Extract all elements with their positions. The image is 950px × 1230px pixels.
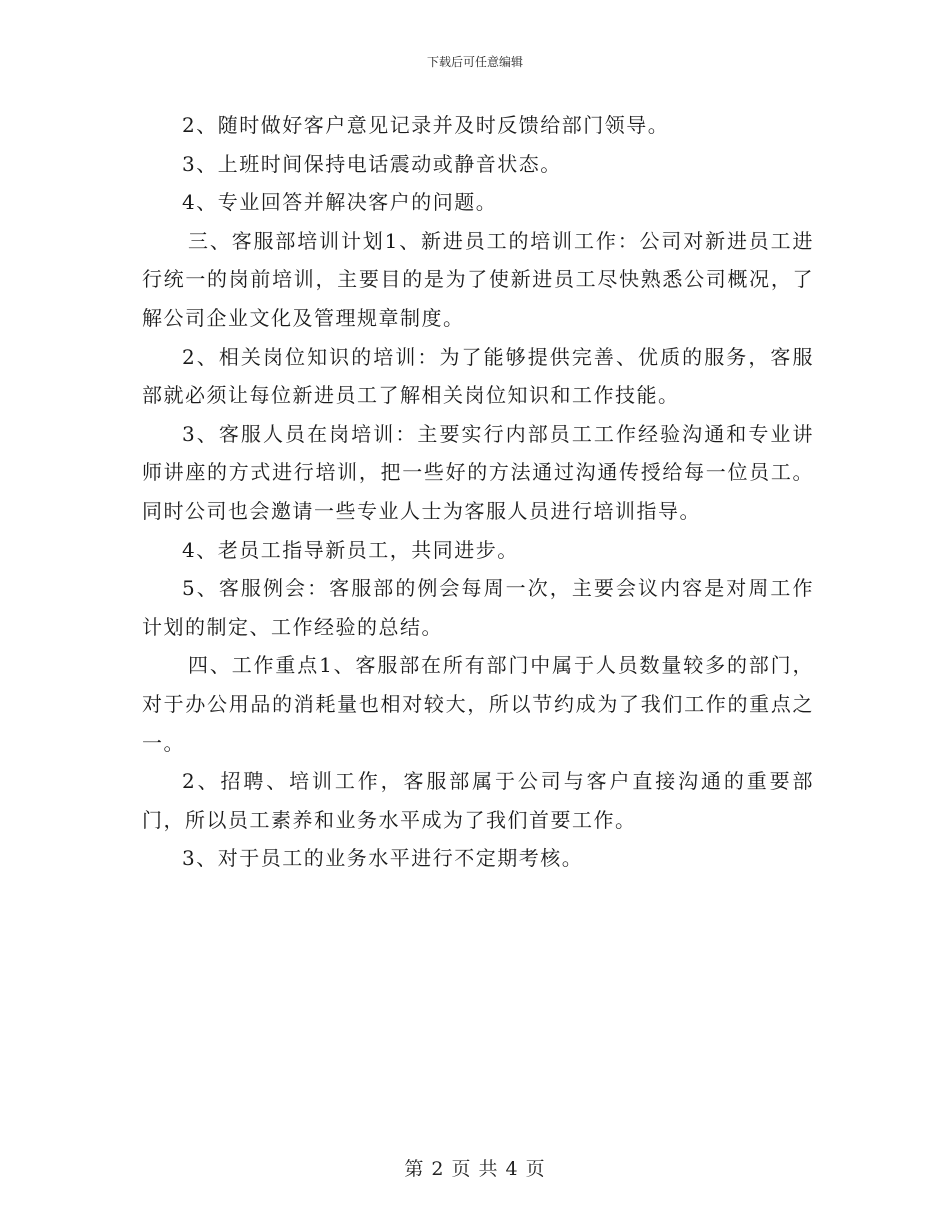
paragraph: 2、招聘、培训工作，客服部属于公司与客户直接沟通的重要部门，所以员工素养和业务水平成为了我们首要工作。: [142, 769, 814, 832]
paragraph: 3、对于员工的业务水平进行不定期考核。: [182, 846, 584, 871]
paragraph: 2、随时做好客户意见记录并及时反馈给部门领导。: [182, 113, 670, 137]
section-heading-paragraph: 四、工作重点1、客服部在所有部门中属于人员数量较多的部门，对于办公用品的消耗量也相对较大，所以节约成为了我们工作的重点之一。: [142, 653, 814, 755]
section-heading-paragraph: 三、客服部培训计划1、新进员工的培训工作：公司对新进员工进行统一的岗前培训，主要目的是为了使新进员工尽快熟悉公司概况，了解公司企业文化及管理规章制度。: [142, 228, 814, 330]
paragraph: 2、相关岗位知识的培训：为了能够提供完善、优质的服务，客服部就必须让每位新进员工了解相关岗位知识和工作技能。: [142, 344, 814, 408]
paragraph: 4、老员工指导新员工，共同进步。: [182, 537, 519, 562]
paragraph: 5、客服例会：客服部的例会每周一次，主要会议内容是对周工作计划的制定、工作经验的总结。: [142, 576, 814, 639]
page-header: 下载后可任意编辑: [426, 55, 523, 69]
paragraph: 4、专业回答并解决客户的问题。: [182, 190, 498, 215]
paragraph: 3、客服人员在岗培训：主要实行内部员工工作经验沟通和专业讲师讲座的方式进行培训，把一些好的方法通过沟通传授给每一位员工。同时公司也会邀请一些专业人士为客服人员进行培训指导。: [142, 421, 814, 523]
paragraph: 3、上班时间保持电话震动或静音状态。: [182, 151, 562, 176]
document-body: [142, 106, 814, 878]
page-number: 第 2 页 共 4 页: [404, 1158, 546, 1180]
